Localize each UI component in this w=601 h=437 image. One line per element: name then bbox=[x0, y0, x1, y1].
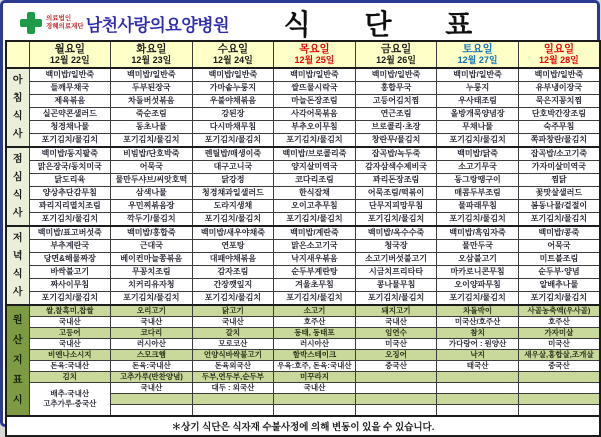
meal-cell: 백미밥/일반죽 bbox=[192, 68, 274, 82]
meal-cell: 대패야채볶음 bbox=[192, 253, 274, 266]
label-char: 아 bbox=[12, 74, 23, 86]
origin-cell: 호주산 bbox=[274, 317, 356, 328]
meal-cell: 백미밥/일반죽 bbox=[29, 68, 111, 82]
label-char: 녁 bbox=[12, 250, 23, 262]
origin-cell: 갈치 bbox=[192, 328, 274, 339]
meal-cell: 가자미살미역국 bbox=[518, 161, 600, 174]
origin-cell: 사골농축액(우사골) bbox=[518, 305, 600, 317]
label-char: 사 bbox=[12, 128, 23, 140]
meal-cell: 알배추나물 bbox=[518, 279, 600, 292]
label-char: 식 bbox=[12, 110, 23, 122]
meal-cell: 매콤두부조림 bbox=[437, 187, 519, 200]
meal-cell: 대구고니국 bbox=[192, 161, 274, 174]
origin-cell bbox=[437, 383, 519, 394]
meal-cell: 깍두기/물김치 bbox=[111, 213, 193, 227]
foundation-line1: 의료법인 bbox=[46, 15, 72, 23]
meal-cell: 물만두샤브/씨앗호떡 bbox=[111, 174, 193, 187]
origin-cell: 국내산 bbox=[111, 317, 193, 328]
meal-cell: 실곤약콘샐러드 bbox=[29, 108, 111, 121]
origin-cell: 함박스테이크 bbox=[274, 350, 356, 361]
day-name: 화요일 bbox=[136, 43, 167, 55]
meal-cell: 묵은지꽁치찜 bbox=[518, 95, 600, 108]
meal-cell: 오이양파무침 bbox=[437, 279, 519, 292]
origin-line: 고추가루-중국산 bbox=[43, 399, 97, 408]
origin-cell bbox=[274, 405, 356, 417]
day-date: 12월 28일 bbox=[538, 55, 579, 65]
meal-cell: 강된장 bbox=[192, 108, 274, 121]
origin-cell: 국내산 bbox=[29, 339, 111, 350]
meal-cell: 오이고추무침 bbox=[274, 200, 356, 213]
origin-cell bbox=[192, 405, 274, 417]
day-date: 12월 24일 bbox=[212, 55, 253, 65]
day-header-3 bbox=[274, 41, 356, 68]
meal-cell: 물파래무침 bbox=[437, 200, 519, 213]
meal-cell: 두부된장국 bbox=[111, 82, 193, 95]
origin-cell: 고추가루(반찬양념) bbox=[111, 372, 193, 383]
origin-cell: 오리고기 bbox=[111, 305, 193, 317]
hospital-name: 남천사랑의요양병원 bbox=[85, 15, 229, 35]
meal-cell: 부추오이무침 bbox=[274, 121, 356, 134]
meal-cell: 포기김치/물김치 bbox=[437, 292, 519, 306]
label-char: 시 bbox=[12, 394, 23, 406]
origin-cell: 국내산 bbox=[274, 383, 356, 394]
day-date: 12월 22일 bbox=[49, 55, 90, 65]
section-label-dinner bbox=[6, 226, 29, 305]
meal-cell: 쌀뜨물시락국 bbox=[274, 82, 356, 95]
meal-cell: 창란무/물김치 bbox=[355, 134, 437, 148]
day-header-5 bbox=[437, 41, 519, 68]
origin-cell bbox=[355, 372, 437, 383]
origin-cell bbox=[111, 405, 193, 417]
origin-cell: 돼지고기 bbox=[355, 305, 437, 317]
origin-line: 배추-국내산 bbox=[50, 389, 90, 398]
meal-cell: 닭도리육 bbox=[29, 174, 111, 187]
meal-cell: 치커리유자청 bbox=[111, 279, 193, 292]
meal-cell: 부추계란국 bbox=[29, 240, 111, 253]
origin-cell bbox=[437, 372, 519, 383]
section-label-origin bbox=[6, 305, 29, 416]
meal-cell: 꽃맛살샐러드 bbox=[518, 187, 600, 200]
origin-cell: 낙지 bbox=[437, 350, 519, 361]
origin-cell: 러시아산 bbox=[111, 339, 193, 350]
meal-cell: 청경채과일샐러드 bbox=[192, 187, 274, 200]
day-name: 월요일 bbox=[54, 43, 85, 55]
meal-cell: 마카로니콘무침 bbox=[437, 266, 519, 279]
origin-cell: 차돌박이 bbox=[437, 305, 519, 317]
day-header-1 bbox=[111, 41, 193, 68]
meal-cell: 베이컨마늘쫑볶음 bbox=[111, 253, 193, 266]
origin-cell: 새우살,홍합살,조개살 bbox=[518, 350, 600, 361]
page-title: 식 단 표 bbox=[283, 9, 473, 40]
meal-cell: 백미밥/새우야채죽 bbox=[192, 226, 274, 240]
meal-cell: 포기김치/물김치 bbox=[274, 134, 356, 148]
origin-cell: 가자미살 bbox=[518, 328, 600, 339]
meal-cell: 겨울초무침 bbox=[274, 279, 356, 292]
corner-cell bbox=[6, 41, 29, 68]
meal-cell: 양지살미역국 bbox=[274, 161, 356, 174]
meal-cell: 백미밥/콩죽 bbox=[518, 226, 600, 240]
origin-cell bbox=[274, 394, 356, 405]
origin-cell bbox=[518, 405, 600, 417]
meal-cell: 사각어묵볶음 bbox=[274, 108, 356, 121]
meal-cell: 도라지생채 bbox=[192, 200, 274, 213]
meal-cell: 포기김치/물김치 bbox=[111, 292, 193, 306]
meal-cell: 닭강정 bbox=[192, 174, 274, 187]
meal-cell: 올방개묵양념장 bbox=[437, 108, 519, 121]
day-name: 일요일 bbox=[543, 43, 575, 55]
meal-cell: 맑은소고기국 bbox=[274, 240, 356, 253]
origin-cell: 두부,연두부,순두부 bbox=[192, 372, 274, 383]
meal-cell: 포기김치/물김치 bbox=[111, 134, 193, 148]
meal-cell: 쪽파창란/물김치 bbox=[518, 134, 600, 148]
origin-cell: 임연수 bbox=[355, 328, 437, 339]
origin-cell: 우육:호주, 돈육:국내산 bbox=[274, 361, 356, 372]
origin-cell: 가다랑어 : 원양산 bbox=[437, 339, 519, 350]
meal-cell: 누룽지 bbox=[437, 82, 519, 95]
meal-cell: 감자삼색수제비국 bbox=[355, 161, 437, 174]
day-header-6 bbox=[518, 41, 600, 68]
meal-cell: 포기김치/물김치 bbox=[355, 292, 437, 306]
meal-cell: 포기김치/물김치 bbox=[274, 213, 356, 227]
origin-cell: 참치 bbox=[437, 328, 519, 339]
meal-cell: 무채나물 bbox=[437, 121, 519, 134]
day-header-0 bbox=[29, 41, 111, 68]
label-char: 식 bbox=[12, 268, 23, 280]
origin-cell: 호주산 bbox=[518, 317, 600, 328]
meal-cell: 다시마채무침 bbox=[192, 121, 274, 134]
meal-cell: 우불야채볶음 bbox=[192, 95, 274, 108]
section-label-breakfast bbox=[6, 68, 29, 147]
hospital-logo bbox=[19, 11, 229, 36]
label-char: 지 bbox=[12, 354, 23, 366]
foundation-name bbox=[46, 15, 84, 31]
meal-cell: 오삼불고기 bbox=[437, 253, 519, 266]
origin-cell: 김치 bbox=[29, 372, 111, 383]
meal-cell: 백미밥/일반죽 bbox=[437, 68, 519, 82]
origin-cell: 태국산 bbox=[437, 361, 519, 372]
day-date: 12월 26일 bbox=[376, 55, 416, 65]
meal-cell: 물만두국 bbox=[437, 240, 519, 253]
day-date: 12월 27일 bbox=[457, 55, 498, 65]
meal-cell: 청경채나물 bbox=[29, 121, 111, 134]
meal-cell: 제육볶음 bbox=[29, 95, 111, 108]
meal-cell: 시금치프리타타 bbox=[355, 266, 437, 279]
meal-cell: 백미밥/브로콜리죽 bbox=[274, 147, 356, 161]
meal-cell: 바싹불고기 bbox=[29, 266, 111, 279]
meal-cell: 포기김치/물김치 bbox=[29, 213, 111, 227]
day-header-4 bbox=[355, 41, 437, 68]
origin-cell: 국내산 bbox=[355, 317, 437, 328]
green-cross-icon bbox=[19, 11, 43, 35]
meal-cell: 포기김치/물김치 bbox=[274, 292, 356, 306]
meal-cell: 근대국 bbox=[111, 240, 193, 253]
day-name: 수요일 bbox=[217, 43, 249, 55]
meal-cell: 포기김치/물김치 bbox=[437, 134, 519, 148]
origin-cell: 돈육:국내산 bbox=[29, 361, 111, 372]
meal-cell: 소고기버섯불고기 bbox=[355, 253, 437, 266]
label-char: 점 bbox=[12, 153, 23, 165]
meal-cell: 당면&해물짜장 bbox=[29, 253, 111, 266]
meal-cell: 포기김치/물김치 bbox=[192, 292, 274, 306]
origin-cell: 미국산 bbox=[355, 339, 437, 350]
meal-cell: 죽순조림 bbox=[111, 108, 193, 121]
label-char: 사 bbox=[12, 207, 23, 219]
origin-cell bbox=[111, 394, 193, 405]
origin-cell: 미국산/호주산 bbox=[437, 317, 519, 328]
origin-cell: 중국산 bbox=[518, 361, 600, 372]
meal-cell: 홍합무국 bbox=[355, 82, 437, 95]
meal-cell: 마늘돈장조림 bbox=[274, 95, 356, 108]
meal-cell: 한식잡채 bbox=[274, 187, 356, 200]
origin-cell: 국내산 bbox=[29, 317, 111, 328]
day-name: 금요일 bbox=[380, 43, 412, 55]
meal-cell: 백미밥/흑임자죽 bbox=[437, 226, 519, 240]
day-date: 12월 23일 bbox=[131, 55, 172, 65]
meal-cell: 렌틸밥/매생이죽 bbox=[192, 147, 274, 161]
origin-cell: 비엔나소시지 bbox=[29, 350, 111, 361]
meal-cell: 유부냉이장국 bbox=[518, 82, 600, 95]
meal-cell: 들깨무채국 bbox=[29, 82, 111, 95]
origin-cell: 고등어 bbox=[29, 328, 111, 339]
origin-cell: 러시아산 bbox=[274, 339, 356, 350]
meal-cell: 짜사이무침 bbox=[29, 279, 111, 292]
origin-cell: 닭고기 bbox=[192, 305, 274, 317]
meal-cell: 숙주무침 bbox=[518, 121, 600, 134]
origin-cell: 언양식바싹불고기 bbox=[192, 350, 274, 361]
origin-cell-kimchi bbox=[29, 383, 111, 417]
origin-cell: 모로코산 bbox=[192, 339, 274, 350]
meal-cell: 무꽁치조림 bbox=[111, 266, 193, 279]
meal-cell: 감자조림 bbox=[192, 266, 274, 279]
meal-cell: 백미밥/일반죽 bbox=[111, 68, 193, 82]
origin-cell bbox=[355, 405, 437, 417]
meal-cell: 백미밥/일반죽 bbox=[355, 68, 437, 82]
footnote: ＊상기 식단은 식자재 수불사정에 의해 변동이 있을 수 있습니다. bbox=[6, 416, 600, 436]
origin-cell bbox=[355, 383, 437, 394]
menu-table bbox=[5, 40, 601, 437]
label-char: 식 bbox=[12, 189, 23, 201]
label-char: 사 bbox=[12, 286, 23, 298]
meal-cell: 단호박간장조림 bbox=[518, 108, 600, 121]
origin-cell: 소고기 bbox=[274, 305, 356, 317]
meal-cell: 백미밥/표고버섯죽 bbox=[29, 226, 111, 240]
meal-cell: 간장깻잎지 bbox=[192, 279, 274, 292]
origin-cell: 미꾸라지 bbox=[274, 372, 356, 383]
meal-cell: 우민찌볶음장 bbox=[111, 200, 193, 213]
meal-cell: 단무지피망무침 bbox=[355, 200, 437, 213]
origin-cell: 쌀,찰흑미,찹쌀 bbox=[29, 305, 111, 317]
section-label-lunch bbox=[6, 147, 29, 226]
label-char: 표 bbox=[12, 374, 23, 386]
meal-cell: 어묵국 bbox=[111, 161, 193, 174]
meal-cell: 미트볼조림 bbox=[518, 253, 600, 266]
origin-cell: 스모크햄 bbox=[111, 350, 193, 361]
meal-cell: 연포탕 bbox=[192, 240, 274, 253]
origin-cell: 미국산 bbox=[518, 339, 600, 350]
day-name: 토요일 bbox=[462, 43, 493, 55]
origin-cell: 오징어 bbox=[355, 350, 437, 361]
meal-cell: 브로콜리·초장 bbox=[355, 121, 437, 134]
meal-cell: 소고기무국 bbox=[437, 161, 519, 174]
sheet-header bbox=[3, 3, 597, 40]
foundation-line2: 경혜의료재단 bbox=[46, 23, 84, 30]
meal-cell: 꽈리지리멸치조림 bbox=[29, 200, 111, 213]
meal-cell: 콩나물무침 bbox=[355, 279, 437, 292]
meal-cell: 잡곡밥/녹두죽 bbox=[355, 147, 437, 161]
origin-cell bbox=[518, 383, 600, 394]
origin-cell: 돈육:국내산 bbox=[111, 361, 193, 372]
meal-cell: 양상추단감무침 bbox=[29, 187, 111, 200]
meal-cell: 비빔밥/단호박죽 bbox=[111, 147, 193, 161]
meal-cell: 동그랑땡구이 bbox=[437, 174, 519, 187]
origin-cell: 중국산 bbox=[355, 361, 437, 372]
meal-cell: 우사태조림 bbox=[437, 95, 519, 108]
meal-cell: 삼색나물 bbox=[111, 187, 193, 200]
meal-cell: 연근조림 bbox=[355, 108, 437, 121]
meal-cell: 백미밥/닭죽 bbox=[437, 147, 519, 161]
origin-cell bbox=[518, 372, 600, 383]
meal-cell: 백미밥/동지팥죽 bbox=[29, 147, 111, 161]
meal-cell: 백미밥/일반죽 bbox=[274, 68, 356, 82]
meal-cell: 포기김치/물김치 bbox=[355, 213, 437, 227]
meal-cell: 백미밥/홍합죽 bbox=[111, 226, 193, 240]
origin-cell: 국내산 bbox=[192, 317, 274, 328]
origin-cell bbox=[355, 394, 437, 405]
meal-cell: 포기김치/물김치 bbox=[518, 213, 600, 227]
meal-cell: 청국장 bbox=[355, 240, 437, 253]
meal-cell: 포기김치/물김치 bbox=[192, 213, 274, 227]
meal-cell: 고등어김치찜 bbox=[355, 95, 437, 108]
meal-cell: 가마솥누룽지 bbox=[192, 82, 274, 95]
origin-cell bbox=[437, 405, 519, 417]
meal-cell: 잡곡밥/소고기죽 bbox=[518, 147, 600, 161]
origin-cell: 코다리 bbox=[111, 328, 193, 339]
meal-cell: 낙지새우볶음 bbox=[274, 253, 356, 266]
origin-cell: 돈육외국산 bbox=[192, 361, 274, 372]
meal-cell: 꽈리돈장조림 bbox=[355, 174, 437, 187]
label-char: 침 bbox=[12, 92, 23, 104]
label-char: 산 bbox=[12, 334, 23, 346]
meal-cell: 포기김치/물김치 bbox=[437, 213, 519, 227]
origin-cell: 대두 : 외국산 bbox=[192, 383, 274, 394]
origin-cell bbox=[437, 394, 519, 405]
meal-cell: 백미밥/계란죽 bbox=[274, 226, 356, 240]
meal-cell: 어묵조림/떡볶이 bbox=[355, 187, 437, 200]
meal-cell: 찜닭 bbox=[518, 174, 600, 187]
meal-cell: 백미밥/옥수수죽 bbox=[355, 226, 437, 240]
day-header-2 bbox=[192, 41, 274, 68]
meal-cell: 차돌버섯볶음 bbox=[111, 95, 193, 108]
day-name: 목요일 bbox=[299, 43, 330, 55]
meal-cell: 포기김치/물김치 bbox=[192, 134, 274, 148]
origin-cell: 국내산 bbox=[111, 383, 193, 394]
origin-cell bbox=[192, 394, 274, 405]
label-char: 심 bbox=[12, 171, 23, 183]
meal-cell: 포기김치/물김치 bbox=[518, 292, 600, 306]
meal-cell: 순두부·양념 bbox=[518, 266, 600, 279]
meal-cell: 어묵국 bbox=[518, 240, 600, 253]
meal-cell: 포기김치/물김치 bbox=[29, 134, 111, 148]
meal-cell: 백미밥/일반죽 bbox=[518, 68, 600, 82]
meal-cell: 동초나물 bbox=[111, 121, 193, 134]
meal-cell: 순두부계란탕 bbox=[274, 266, 356, 279]
meal-cell: 포기김치/물김치 bbox=[29, 292, 111, 306]
label-char: 원 bbox=[12, 314, 23, 326]
meal-cell: 코다리조림 bbox=[274, 174, 356, 187]
origin-cell: 동태, 동태포 bbox=[274, 328, 356, 339]
origin-cell bbox=[518, 394, 600, 405]
label-char: 저 bbox=[12, 232, 23, 244]
meal-cell: 맑은장국/동치미국 bbox=[29, 161, 111, 174]
meal-cell: 봄동나물/겉절이 bbox=[518, 200, 600, 213]
day-date: 12월 25일 bbox=[294, 55, 335, 65]
